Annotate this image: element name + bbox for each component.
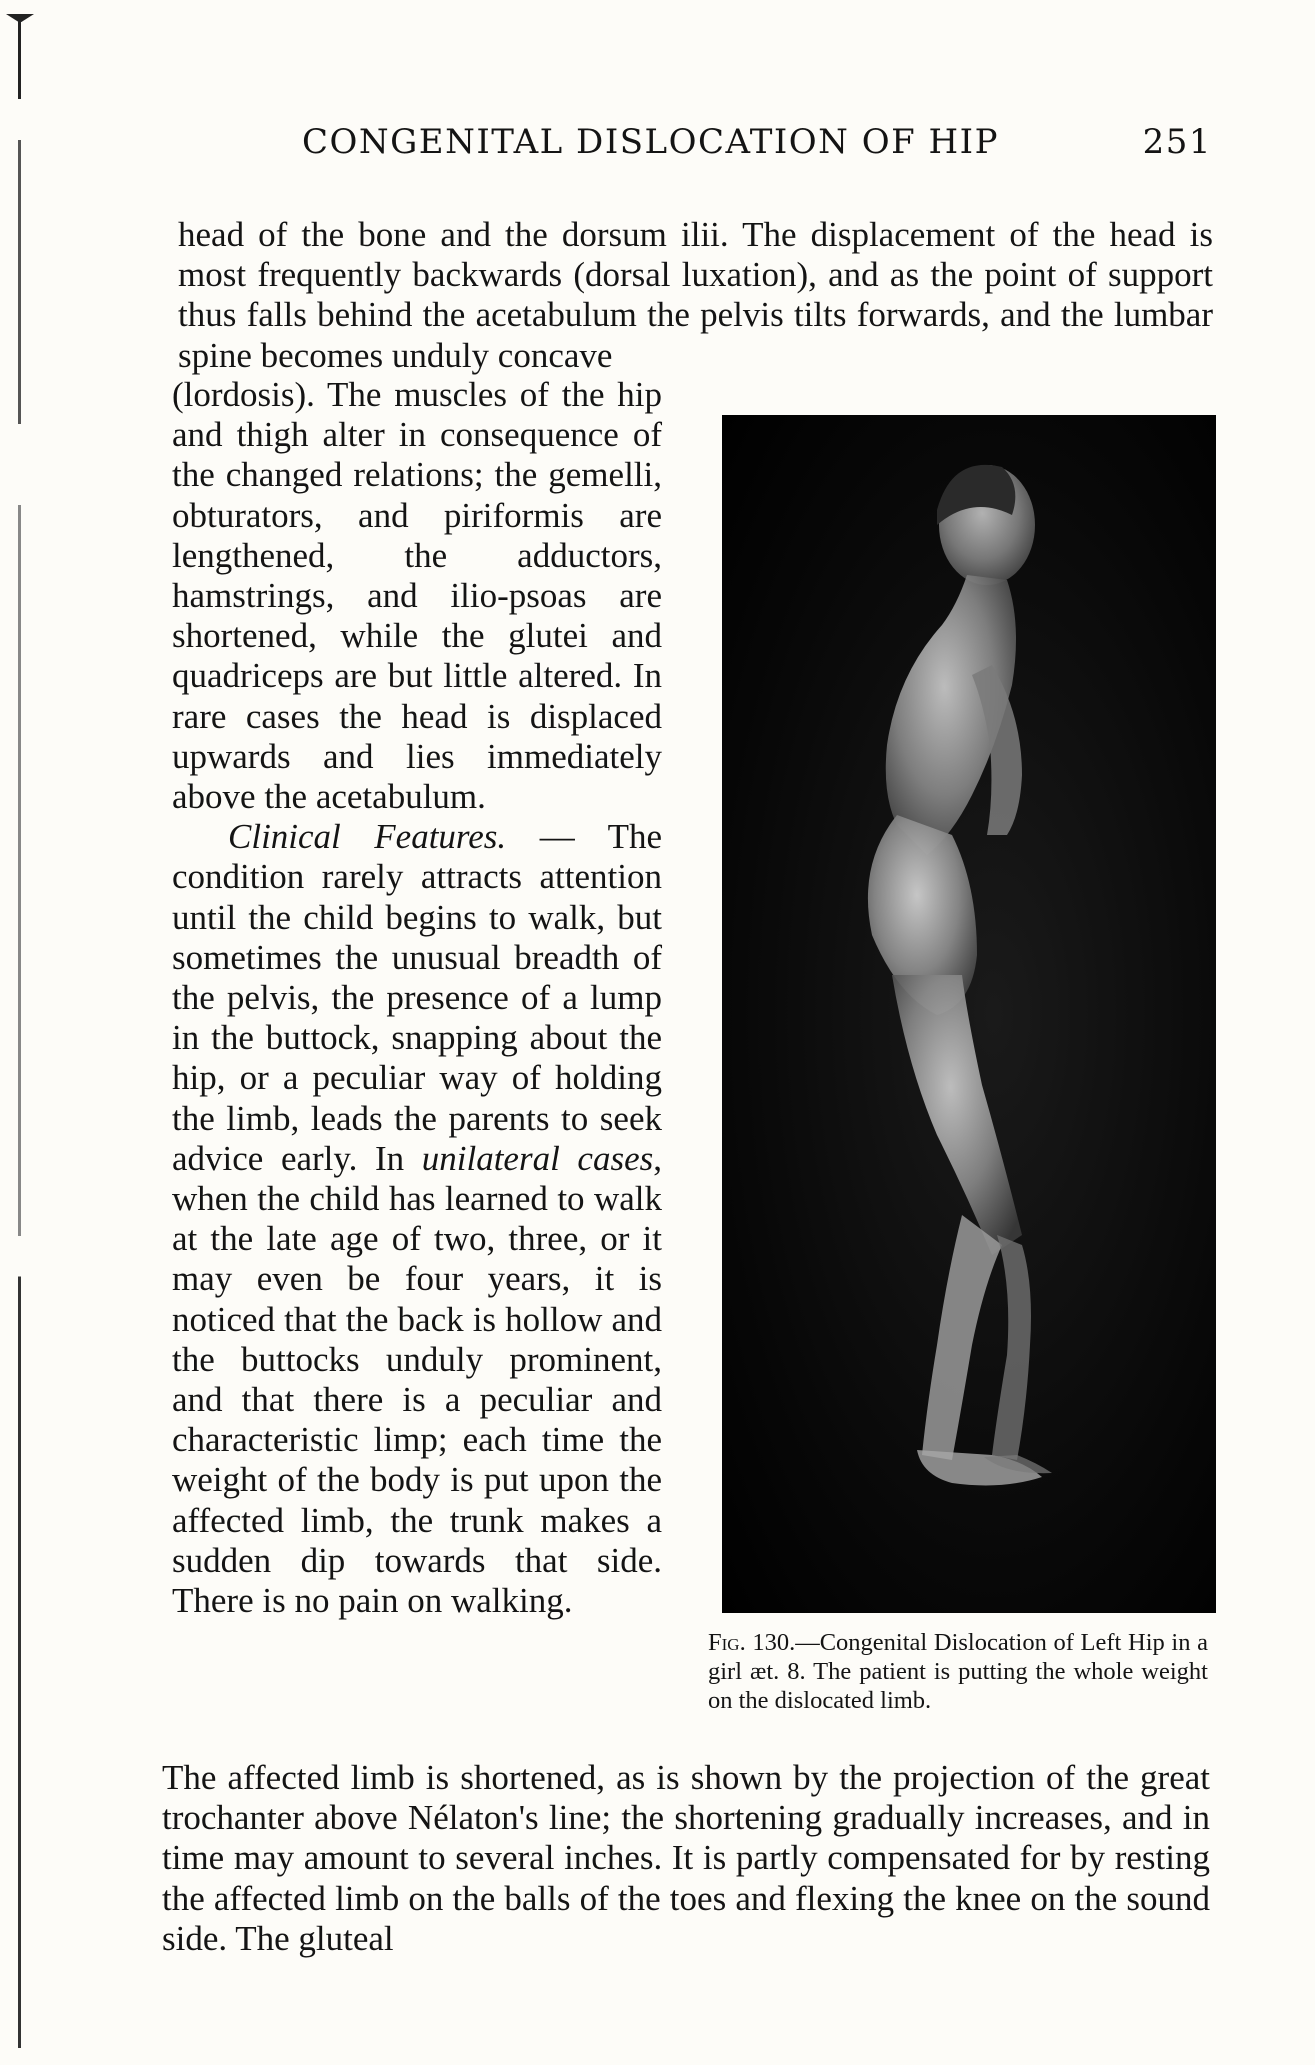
paragraph-lordosis: (lordosis). The muscles of the hip and thigh alter in consequence of the changed relations; the gemelli, obturators, and piriformis are lengthened, the adductors, hamstrings, and ilio-psoas are shortened, while the glutei and quadriceps are but little altered. In rare cases the head is displaced upwards and lies immediately above the acetabulum. [172, 375, 662, 817]
paragraph-clinical-features [172, 817, 662, 1621]
running-head-title: CONGENITAL DISLOCATION OF HIP [302, 122, 999, 162]
clinical-text-1: The condition rarely attracts attention until the child begins to walk, but sometimes the unusual breadth of the pelvis, the presence of a lump in the buttock, snapping about the hip, or a peculiar way of holding the limb, leads the parents to seek advice early. In [172, 817, 662, 1178]
binding-edge [18, 18, 21, 2048]
clinical-features-heading: Clinical Features. [228, 817, 507, 857]
running-head [302, 122, 1212, 166]
clinical-text-2: , when the child has learned to walk at the late age of two, three, or it may even be four years, it is noticed that the back is hollow and the buttocks unduly prominent, and that there is a peculiar and characteristic limp; each time the weight of the body is put upon the affected limb, the trunk makes a sudden dip towards that side. There is no pain on walking. [172, 1138, 662, 1621]
left-column [172, 375, 662, 1621]
bottom-paragraph: The affected limb is shortened, as is shown by the projection of the great trochanter above Nélaton's line; the shortening gradually increases, and in time may amount to several inches. It is partly compensated for by resting the affected limb on the balls of the toes and flexing the knee on the sound side. The gluteal [162, 1758, 1210, 1958]
figure-caption [708, 1628, 1208, 1715]
figure-label-dash: — [795, 1629, 820, 1656]
top-paragraph: head of the bone and the dorsum ilii. The displacement of the head is most frequently backwards (dorsal luxation), and as the point of support thus falls behind the acetabulum the pelvis tilts forwards, and the lumbar spine becomes unduly concave [178, 215, 1213, 375]
binding-mark [6, 14, 34, 22]
page-number: 251 [1142, 122, 1212, 162]
heading-dash: — [506, 817, 608, 857]
figure-label: Fig. 130. [708, 1629, 796, 1656]
figure-photograph [722, 415, 1216, 1613]
patient-silhouette [722, 415, 1216, 1613]
figure-caption-text: Congenital Dislocation of Left Hip in a girl æt. 8. The patient is putting the whole weight on the dislocated limb. [708, 1629, 1208, 1714]
unilateral-cases-term: unilateral cases [421, 1138, 654, 1178]
